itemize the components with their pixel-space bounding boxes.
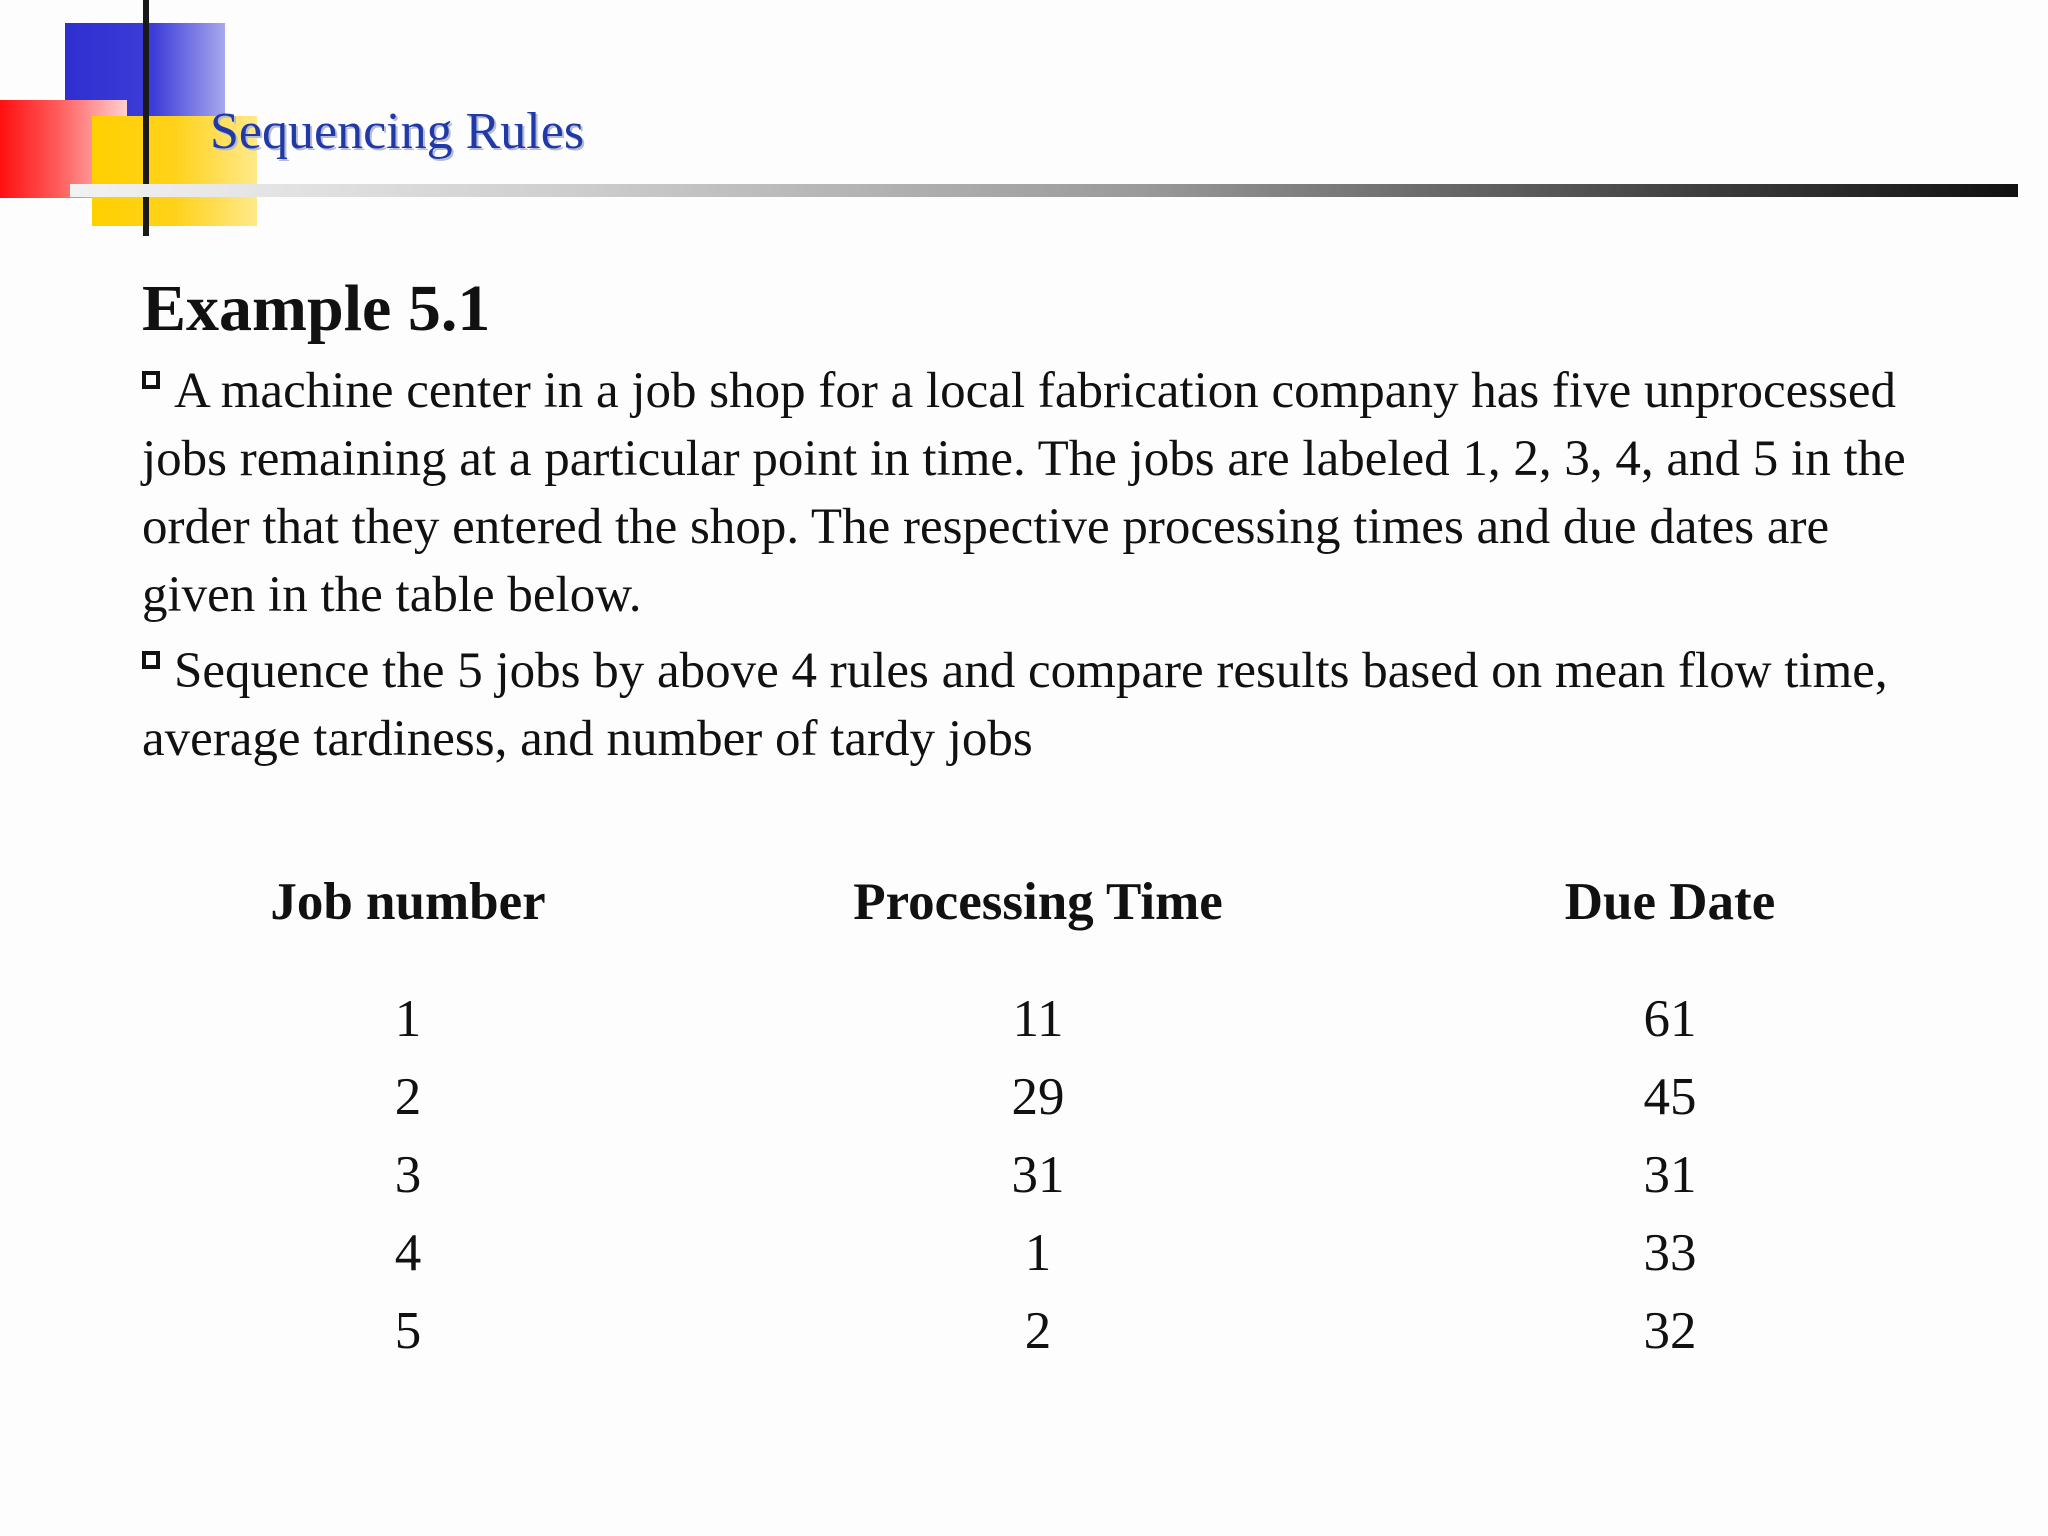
cell-due-date: 31 — [1643, 1146, 1697, 1204]
title-decoration-vertical-line — [143, 0, 149, 236]
bullet-text-1: A machine center in a job shop for a local fabrication company has five unprocessed jobs remaining at a particular point in time. The jobs are labeled 1, 2, 3, 4, and 5 in the order that they entered the shop. The respective processing times and due dates are given in the table below. — [142, 363, 1906, 623]
bullet-paragraph-2 — [142, 637, 1922, 773]
cell-job-number: 1 — [394, 990, 422, 1048]
square-bullet-icon — [142, 371, 160, 389]
cell-due-date: 61 — [1643, 990, 1697, 1048]
cell-processing-time: 1 — [1024, 1224, 1052, 1282]
cell-processing-time: 29 — [1011, 1068, 1065, 1126]
cell-job-number: 4 — [394, 1224, 422, 1282]
cell-job-number: 2 — [394, 1068, 422, 1126]
column-header-processing-time: Processing Time — [853, 873, 1223, 931]
cell-processing-time: 2 — [1024, 1302, 1052, 1360]
bullet-paragraph-1 — [142, 357, 1922, 629]
slide-title: Sequencing Rules — [210, 103, 585, 160]
cell-processing-time: 11 — [1012, 990, 1064, 1048]
cell-due-date: 45 — [1643, 1068, 1697, 1126]
cell-due-date: 32 — [1643, 1302, 1697, 1360]
square-bullet-icon — [142, 651, 160, 669]
column-header-job-number: Job number — [270, 873, 546, 931]
cell-due-date: 33 — [1643, 1224, 1697, 1282]
cell-processing-time: 31 — [1011, 1146, 1065, 1204]
column-header-due-date: Due Date — [1564, 873, 1776, 931]
bullet-text-2: Sequence the 5 jobs by above 4 rules and compare results based on mean flow time, average tardiness, and number of tardy jobs — [142, 643, 1888, 767]
example-heading: Example 5.1 — [142, 272, 491, 345]
title-underline-gradient — [70, 184, 2018, 197]
cell-job-number: 3 — [394, 1146, 422, 1204]
cell-job-number: 5 — [394, 1302, 422, 1360]
